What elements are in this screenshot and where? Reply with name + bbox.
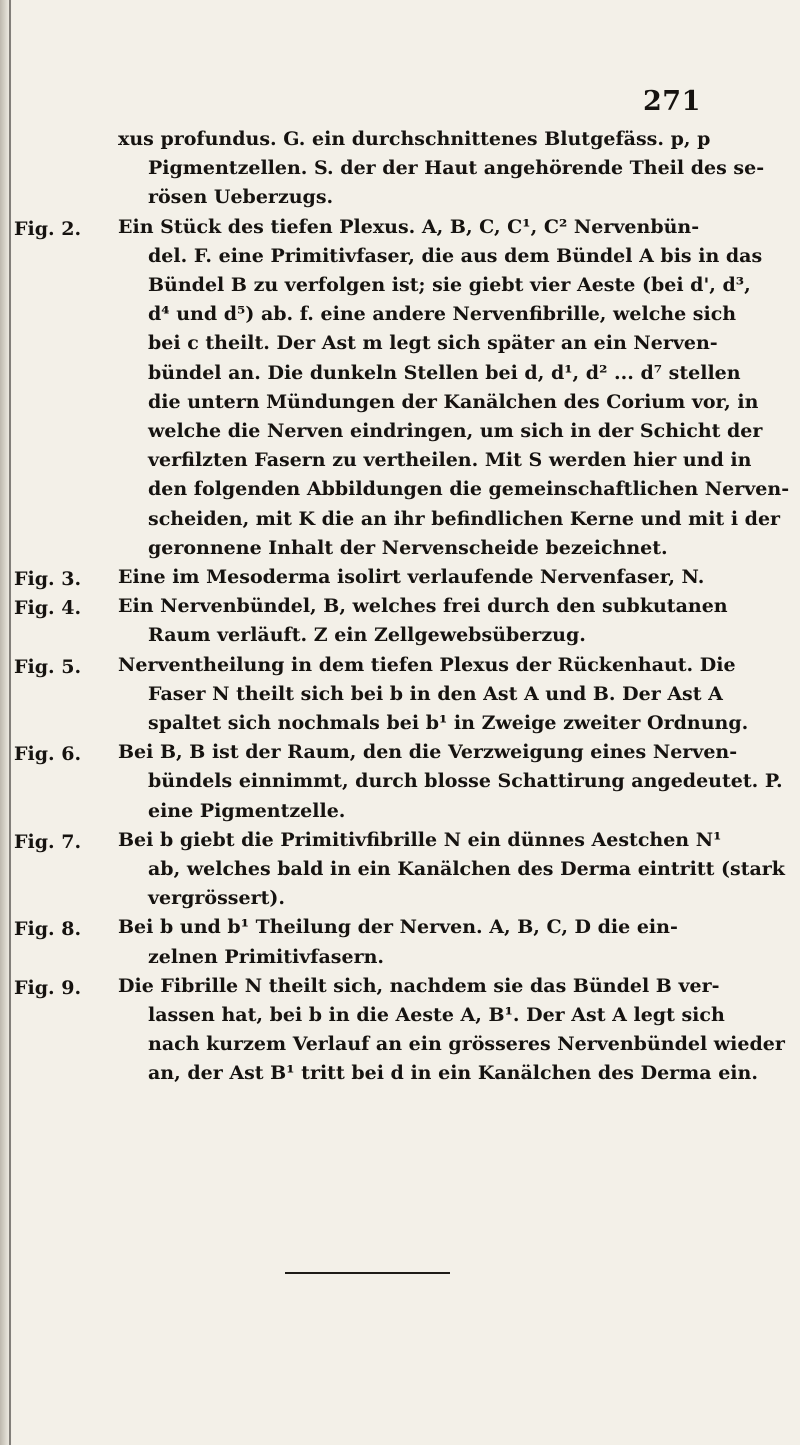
legend-text-line: geronnene Inhalt der Nervenscheide bezeichnet. — [148, 536, 668, 559]
legend-text-line: eine Pigmentzelle. — [148, 799, 346, 822]
legend-text-line: vergrössert). — [148, 887, 285, 910]
legend-text-line: Pigmentzellen. S. der der Haut angehörende Theil des se- — [148, 157, 765, 180]
legend-text-line: rösen Ueberzugs. — [148, 186, 334, 209]
legend-text-line: Raum verläuft. Z ein Zellgewebsüberzug. — [148, 624, 586, 647]
legend-text-line: Nerventheilung in dem tiefen Plexus der Rückenhaut. Die — [118, 653, 736, 676]
legend-text-line: bündel an. Die dunkeln Stellen bei d, d¹, d² ... d⁷ stellen — [148, 361, 741, 384]
page-number: 271 — [643, 86, 701, 117]
footer-rule — [285, 1272, 450, 1274]
legend-text-line: Eine im Mesoderma isolirt verlaufende Nervenfaser, N. — [118, 566, 705, 588]
legend-text-line: Die Fibrille N theilt sich, nachdem sie das Bündel B ver- — [118, 974, 720, 997]
legend-text-line: Bündel B zu verfolgen ist; sie giebt vier Aeste (bei d', d³, — [148, 274, 751, 296]
figure-label: Fig. 3. — [14, 568, 82, 590]
legend-text-line: bündels einnimmt, durch blosse Schattirung angedeutet. P. — [148, 770, 783, 793]
legend-text-line: Faser N theilt sich bei b in den Ast A und B. Der Ast A — [148, 682, 723, 705]
legend-text-line: Bei b giebt die Primitivfibrille N ein dünnes Aestchen N¹ — [118, 828, 722, 851]
figure-label: Fig. 5. — [14, 655, 82, 678]
legend-text-line: scheiden, mit K die an ihr befindlichen Kerne und mit i der — [148, 507, 781, 530]
figure-label: Fig. 8. — [14, 918, 82, 941]
legend-text-line: verfilzten Fasern zu vertheilen. Mit S werden hier und in — [148, 449, 752, 472]
legend-text-line: nach kurzem Verlauf an ein grösseres Nervenbündel wieder — [148, 1033, 785, 1056]
legend-text-line: Ein Nervenbündel, B, welches frei durch den subkutanen — [118, 595, 728, 618]
gutter-rule — [9, 0, 11, 1445]
legend-text-line: Bei B, B ist der Raum, den die Verzweigung eines Nerven- — [118, 741, 738, 764]
figure-label: Fig. 6. — [14, 743, 82, 766]
legend-text-line: zelnen Primitivfasern. — [148, 945, 385, 968]
legend-text-line: welche die Nerven eindringen, um sich in der Schicht der — [148, 420, 763, 442]
legend-text-line: Ein Stück des tiefen Plexus. A, B, C, C¹, C² Nervenbün- — [118, 215, 700, 238]
legend-text-line: bei c theilt. Der Ast m legt sich später an ein Nerven- — [148, 332, 718, 355]
legend-text-line: Bei b und b¹ Theilung der Nerven. A, B, C, D die ein- — [118, 916, 678, 939]
legend-text-line: ab, welches bald in ein Kanälchen des Derma eintritt (stark — [148, 858, 785, 880]
legend-text-line: del. F. eine Primitivfaser, die aus dem Bündel A bis in das — [148, 244, 763, 267]
legend-text-line: an, der Ast B¹ tritt bei d in ein Kanälchen des Derma ein. — [148, 1062, 758, 1085]
legend-text-line: die untern Mündungen der Kanälchen des Corium vor, in — [148, 390, 759, 413]
legend-text-line: den folgenden Abbildungen die gemeinschaftlichen Nerven- — [148, 478, 790, 501]
figure-label: Fig. 4. — [14, 597, 82, 620]
figure-label: Fig. 9. — [14, 976, 82, 999]
legend-text-line: spaltet sich nochmals bei b¹ in Zweige zweiter Ordnung. — [148, 712, 749, 734]
figure-label: Fig. 7. — [14, 830, 82, 853]
figure-label: Fig. 2. — [14, 217, 82, 240]
legend-text-line: d⁴ und d⁵) ab. f. eine andere Nervenfibrille, welche sich — [148, 303, 737, 326]
legend-text-line: lassen hat, bei b in die Aeste A, B¹. Der Ast A legt sich — [148, 1004, 725, 1026]
legend-text-line: xus profundus. G. ein durchschnittenes Blutgefäss. p, p — [118, 128, 711, 150]
